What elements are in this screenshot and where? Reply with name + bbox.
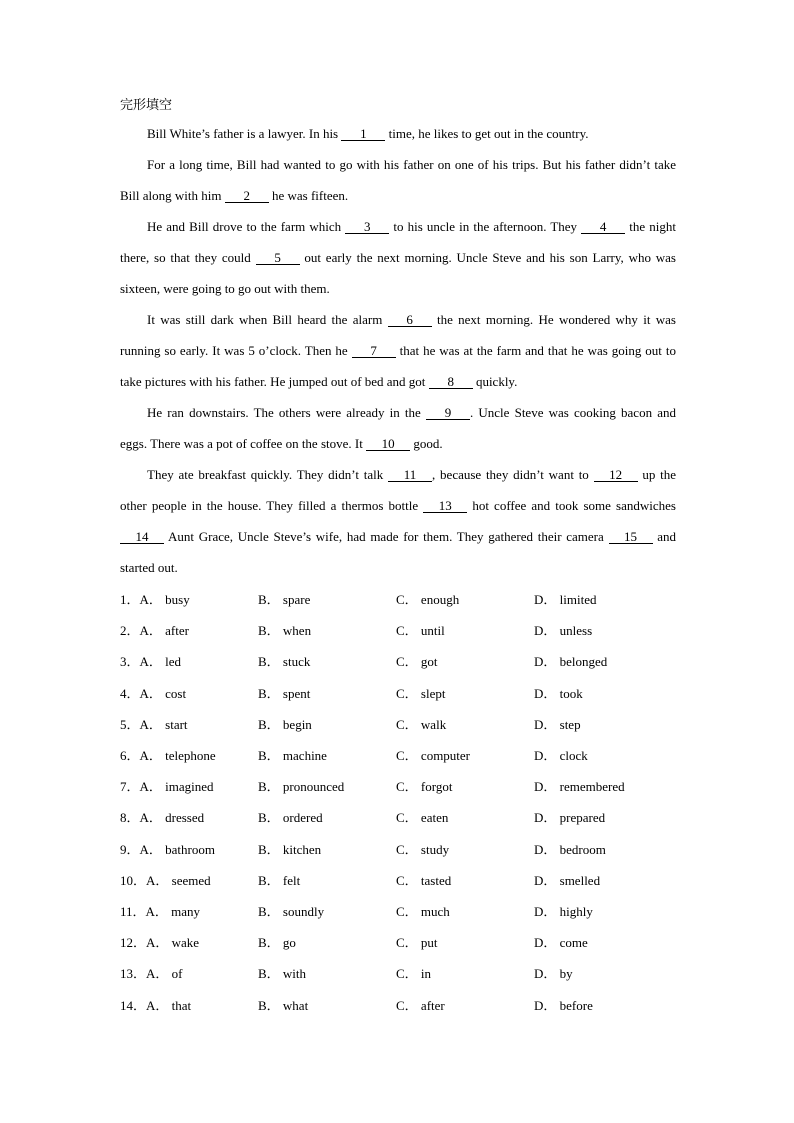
section-heading: 完形填空 xyxy=(120,98,173,113)
passage-text: the night there, so that they could xyxy=(120,219,676,265)
option-c: C． after xyxy=(396,997,445,1013)
option-c: C． computer xyxy=(396,748,471,764)
option-a-text: A． led xyxy=(139,654,182,670)
passage-text: time, he likes to get out in the country. xyxy=(385,126,589,141)
option-b: B． felt xyxy=(258,872,301,888)
question-number: 12． xyxy=(120,935,147,951)
blank-3: 3 xyxy=(345,220,389,234)
passage-paragraph xyxy=(120,149,676,211)
option-c: C． tasted xyxy=(396,872,452,888)
option-c: C． walk xyxy=(396,716,447,732)
passage-text: It was still dark when Bill heard the alarm xyxy=(147,312,388,327)
passage-text: He and Bill drove to the farm which xyxy=(147,219,346,234)
blank-2: 2 xyxy=(225,189,269,203)
option-a xyxy=(120,714,258,733)
passage-text: , because they didn’t want to xyxy=(432,467,594,482)
question-number: 8． xyxy=(120,810,140,826)
option-c: C． got xyxy=(396,654,438,670)
question-number: 10． xyxy=(120,872,147,888)
option-b: B． what xyxy=(258,997,309,1013)
passage-text: Aunt Grace, Uncle Steve’s wife, had made for them. They gathered their camera xyxy=(164,529,609,544)
blank-9: 9 xyxy=(426,406,470,420)
option-d: D． before xyxy=(534,997,593,1013)
option-a-text: A． seemed xyxy=(146,872,211,888)
option-a-text: A． after xyxy=(139,623,189,639)
option-a xyxy=(120,839,258,858)
question-number: 6． xyxy=(120,748,140,764)
question-row xyxy=(120,926,676,957)
passage-text: up the other people in the house. They filled a thermos bottle xyxy=(120,467,676,513)
option-a-text: A． wake xyxy=(146,935,200,951)
option-c: C． eaten xyxy=(396,810,449,826)
option-b: B． begin xyxy=(258,716,312,732)
option-d: D． took xyxy=(534,685,583,701)
passage-text: good. xyxy=(410,436,443,451)
option-b: B． soundly xyxy=(258,903,325,919)
question-row xyxy=(120,645,676,676)
blank-14: 14 xyxy=(120,530,164,544)
question-number: 11． xyxy=(120,903,146,919)
passage-paragraph xyxy=(120,211,676,304)
question-row xyxy=(120,614,676,645)
question-number: 9． xyxy=(120,841,140,857)
option-b: B． pronounced xyxy=(258,779,345,795)
question-row xyxy=(120,988,676,1019)
passage-text: He ran downstairs. The others were already in the xyxy=(147,405,426,420)
option-a-text: A． bathroom xyxy=(139,841,215,857)
blank-13: 13 xyxy=(423,499,467,513)
option-b: B． stuck xyxy=(258,654,311,670)
question-row xyxy=(120,895,676,926)
blank-4: 4 xyxy=(581,220,625,234)
option-a-text: A． busy xyxy=(139,592,190,608)
passage-text: hot coffee and took some sandwiches xyxy=(467,498,676,513)
option-d: D． step xyxy=(534,716,581,732)
passage-text: and started out. xyxy=(120,529,676,575)
option-d: D． limited xyxy=(534,592,597,608)
option-c: C． put xyxy=(396,935,438,951)
option-c: C． study xyxy=(396,841,450,857)
option-a xyxy=(120,870,258,889)
blank-1: 1 xyxy=(341,127,385,141)
option-b: B． with xyxy=(258,966,307,982)
cloze-passage xyxy=(120,118,676,583)
option-a-text: A． imagined xyxy=(139,779,214,795)
option-d: D． unless xyxy=(534,623,593,639)
option-d: D． highly xyxy=(534,903,593,919)
option-d: D． bedroom xyxy=(534,841,606,857)
option-a xyxy=(120,963,258,982)
question-row xyxy=(120,864,676,895)
option-d: D． prepared xyxy=(534,810,606,826)
passage-text: he was fifteen. xyxy=(268,188,349,203)
option-a-text: A． telephone xyxy=(139,748,216,764)
question-row xyxy=(120,677,676,708)
question-row xyxy=(120,833,676,864)
option-d: D． clock xyxy=(534,748,588,764)
option-c: C． in xyxy=(396,966,432,982)
blank-12: 12 xyxy=(594,468,638,482)
option-c: C． until xyxy=(396,623,445,639)
option-a-text: A． cost xyxy=(139,685,187,701)
option-c: C． forgot xyxy=(396,779,453,795)
option-d: D． remembered xyxy=(534,779,625,795)
question-number: 7． xyxy=(120,779,140,795)
option-b: B． spent xyxy=(258,685,311,701)
question-number: 4． xyxy=(120,685,140,701)
option-a-text: A． that xyxy=(146,997,192,1013)
blank-8: 8 xyxy=(429,375,473,389)
option-a xyxy=(120,683,258,702)
passage-text: the next morning. He wondered why it was running so early. It was 5 o’clock. Then he xyxy=(120,312,676,358)
option-a xyxy=(120,651,258,670)
passage-text: out early the next morning. Uncle Steve and his son Larry, who was sixteen, were going to go out with them. xyxy=(120,250,676,296)
blank-6: 6 xyxy=(388,313,432,327)
passage-text: They ate breakfast quickly. They didn’t talk xyxy=(147,467,389,482)
passage-paragraph xyxy=(120,304,676,397)
option-c: C． much xyxy=(396,903,450,919)
option-a xyxy=(120,995,258,1014)
option-d: D． by xyxy=(534,966,573,982)
question-number: 14． xyxy=(120,997,147,1013)
option-d: D． belonged xyxy=(534,654,608,670)
option-b: B． go xyxy=(258,935,296,951)
option-c: C． enough xyxy=(396,592,460,608)
question-row xyxy=(120,770,676,801)
question-number: 5． xyxy=(120,716,140,732)
option-d: D． smelled xyxy=(534,872,601,888)
option-a-text: A． dressed xyxy=(139,810,205,826)
option-a xyxy=(120,901,258,920)
blank-7: 7 xyxy=(352,344,396,358)
passage-text: that he was at the farm and that he was going out to take pictures with his father. He jumped out of bed and got xyxy=(120,343,676,389)
question-row xyxy=(120,583,676,614)
option-b: B． spare xyxy=(258,592,311,608)
question-options xyxy=(120,583,676,1020)
passage-text: . Uncle Steve was cooking bacon and eggs. There was a pot of coffee on the stove. It xyxy=(120,405,676,451)
passage-text: For a long time, Bill had wanted to go with his father on one of his trips. But his father didn’t take Bill along with him xyxy=(120,157,676,203)
question-number: 3． xyxy=(120,654,140,670)
option-a-text: A． many xyxy=(145,903,201,919)
blank-10: 10 xyxy=(366,437,410,451)
option-a xyxy=(120,776,258,795)
passage-text: Bill White’s father is a lawyer. In his xyxy=(147,126,342,141)
question-number: 13． xyxy=(120,966,147,982)
option-b: B． ordered xyxy=(258,810,323,826)
blank-15: 15 xyxy=(609,530,653,544)
option-b: B． when xyxy=(258,623,312,639)
question-row xyxy=(120,957,676,988)
question-number: 2． xyxy=(120,623,140,639)
option-d: D． come xyxy=(534,935,588,951)
document-page xyxy=(120,96,676,1020)
blank-11: 11 xyxy=(388,468,432,482)
question-number: 1． xyxy=(120,592,140,608)
option-a-text: A． of xyxy=(146,966,183,982)
question-row xyxy=(120,708,676,739)
option-a-text: A． start xyxy=(139,716,188,732)
passage-paragraph xyxy=(120,397,676,459)
option-a xyxy=(120,932,258,951)
option-a xyxy=(120,620,258,639)
option-a xyxy=(120,807,258,826)
option-b: B． kitchen xyxy=(258,841,322,857)
option-a xyxy=(120,745,258,764)
option-b: B． machine xyxy=(258,748,327,764)
passage-text: quickly. xyxy=(472,374,518,389)
question-row xyxy=(120,739,676,770)
passage-text: to his uncle in the afternoon. They xyxy=(389,219,582,234)
question-row xyxy=(120,801,676,832)
option-c: C． slept xyxy=(396,685,446,701)
blank-5: 5 xyxy=(256,251,300,265)
passage-paragraph xyxy=(120,118,676,149)
option-a xyxy=(120,589,258,608)
passage-paragraph xyxy=(120,459,676,583)
